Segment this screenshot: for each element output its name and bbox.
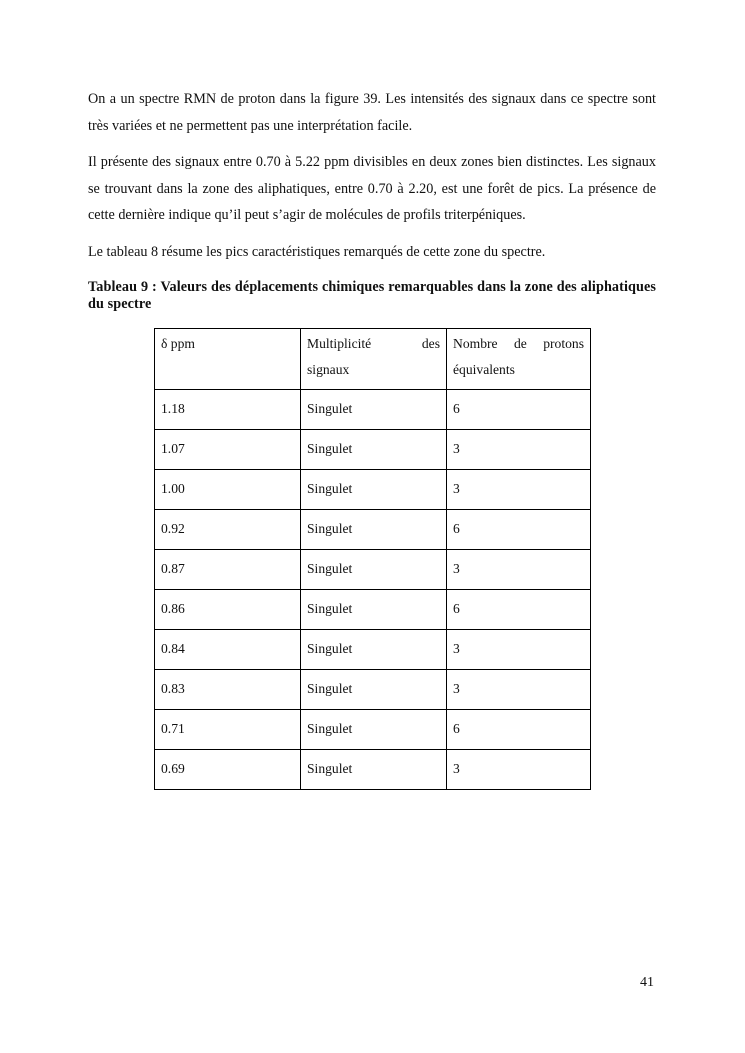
header-protons-line2: équivalents — [453, 362, 515, 377]
header-multiplicity-word2: des — [421, 336, 440, 351]
cell-proton-count: 6 — [447, 390, 591, 430]
header-protons-word3: protons — [543, 336, 584, 351]
cell-multiplicity: Singulet — [301, 590, 447, 630]
cell-multiplicity: Singulet — [301, 470, 447, 510]
header-multiplicity — [301, 329, 447, 390]
table-row — [155, 670, 591, 710]
cell-multiplicity: Singulet — [301, 390, 447, 430]
table-row — [155, 550, 591, 590]
cell-proton-count: 3 — [447, 550, 591, 590]
table-header-row — [155, 329, 591, 390]
cell-ppm: 0.86 — [155, 590, 301, 630]
cell-proton-count: 3 — [447, 750, 591, 790]
paragraph-signal-zones: Il présente des signaux entre 0.70 à 5.22 ppm divisibles en deux zones bien distinctes. Les signaux se trouvant dans la zone des aliphatiques, entre 0.70 à 2.20, est une forêt de pics. La présence de cette dernière indique qu’il peut s’agir de molécules de profils triterpéniques. — [88, 154, 656, 223]
cell-multiplicity: Singulet — [301, 510, 447, 550]
cell-ppm: 0.69 — [155, 750, 301, 790]
table-row — [155, 750, 591, 790]
header-ppm — [155, 329, 301, 390]
cell-multiplicity: Singulet — [301, 550, 447, 590]
chemical-shift-table — [154, 328, 591, 790]
cell-ppm: 1.07 — [155, 430, 301, 470]
cell-proton-count: 6 — [447, 510, 591, 550]
document-page — [88, 86, 656, 313]
cell-proton-count: 3 — [447, 670, 591, 710]
table-row — [155, 430, 591, 470]
header-protons-word1: Nombre — [453, 336, 498, 351]
table-row — [155, 590, 591, 630]
table-caption: Tableau 9 : Valeurs des déplacements chimiques remarquables dans la zone des aliphatiques du spectre — [88, 279, 656, 312]
cell-proton-count: 6 — [447, 710, 591, 750]
cell-proton-count: 3 — [447, 470, 591, 510]
paragraph-spectrum-intro: On a un spectre RMN de proton dans la figure 39. Les intensités des signaux dans ce spectre sont très variées et ne permettent pas une interprétation facile. — [88, 91, 656, 134]
cell-ppm: 0.83 — [155, 670, 301, 710]
header-protons-word2: de — [513, 336, 527, 351]
paragraph-table-reference: Le tableau 8 résume les pics caractéristiques remarqués de cette zone du spectre. — [88, 243, 546, 260]
cell-multiplicity: Singulet — [301, 670, 447, 710]
cell-ppm: 1.18 — [155, 390, 301, 430]
cell-ppm: 0.92 — [155, 510, 301, 550]
cell-multiplicity: Singulet — [301, 630, 447, 670]
table-row — [155, 630, 591, 670]
page-number: 41 — [640, 975, 654, 990]
header-proton-count — [447, 329, 591, 390]
cell-proton-count: 3 — [447, 430, 591, 470]
cell-multiplicity: Singulet — [301, 710, 447, 750]
cell-multiplicity: Singulet — [301, 430, 447, 470]
table-row — [155, 390, 591, 430]
table-row — [155, 510, 591, 550]
header-ppm-label: δ ppm — [161, 336, 195, 351]
cell-proton-count: 3 — [447, 630, 591, 670]
header-multiplicity-line2: signaux — [307, 362, 350, 377]
cell-ppm: 0.71 — [155, 710, 301, 750]
cell-proton-count: 6 — [447, 590, 591, 630]
cell-ppm: 0.87 — [155, 550, 301, 590]
cell-multiplicity: Singulet — [301, 750, 447, 790]
table-row — [155, 470, 591, 510]
cell-ppm: 1.00 — [155, 470, 301, 510]
cell-ppm: 0.84 — [155, 630, 301, 670]
table-row — [155, 710, 591, 750]
header-multiplicity-word1: Multiplicité — [307, 336, 372, 351]
